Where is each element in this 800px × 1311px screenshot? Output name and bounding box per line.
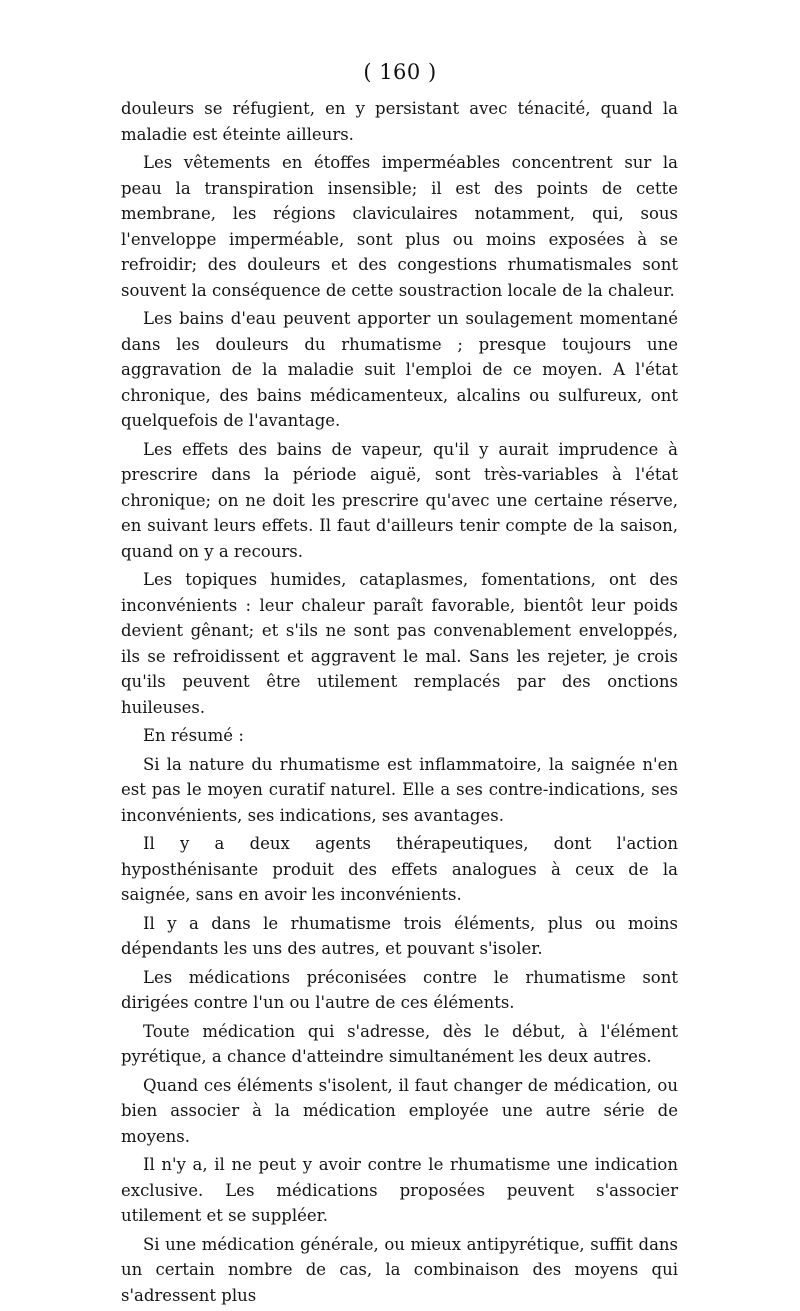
paragraph-9: Il y a dans le rhumatisme trois éléments, plus ou moins dépendants les uns des autres, et pouvant s'isoler. xyxy=(121,913,678,958)
paragraph-7: Si la nature du rhumatisme est inflammatoire, la saignée n'en est pas le moyen curatif naturel. Elle a ses contre-indications, ses inconvénients, ses indications, ses avantages. xyxy=(121,754,678,825)
summary-heading: En résumé : xyxy=(143,726,244,745)
paragraph-10: Les médications préconisées contre le rhumatisme sont dirigées contre l'un ou l'autre de ces éléments. xyxy=(121,967,678,1012)
paragraph-11: Toute médication qui s'adresse, dès le début, à l'élément pyrétique, a chance d'atteindre simultanément les deux autres. xyxy=(121,1021,678,1066)
paragraph-8: Il y a deux agents thérapeutiques, dont l'action hyposthénisante produit des effets analogues à ceux de la saignée, sans en avoir les inconvénients. xyxy=(121,834,678,904)
paragraph-14: Si une médication générale, ou mieux antipyrétique, suffit dans un certain nombre de cas, la combinaison des moyens qui s'adressent plus xyxy=(121,1234,678,1305)
paragraph-3: Les bains d'eau peuvent apporter un soulagement momentané dans les douleurs du rhumatisme ; presque toujours une aggravation de la maladie suit l'emploi de ce moyen. A l'état chronique, des bains médicamenteux, alcalins ou sulfureux, ont quelquefois de l'avantage. xyxy=(121,309,678,430)
page-number: ( 160 ) xyxy=(363,60,437,84)
paragraph-4: Les effets des bains de vapeur, qu'il y aurait imprudence à prescrire dans la période aiguë, sont très-variables à l'état chronique; on ne doit les prescrire qu'avec une certaine réserve, en suivant leurs effets. Il faut d'ailleurs tenir compte de la saison, quand on y a recours. xyxy=(121,439,678,561)
paragraph-12: Quand ces éléments s'isolent, il faut changer de médication, ou bien associer à la médication employée une autre série de moyens. xyxy=(121,1075,678,1146)
paragraph-13: Il n'y a, il ne peut y avoir contre le rhumatisme une indication exclusive. Les médications proposées peuvent s'associer utilement et se suppléer. xyxy=(121,1155,678,1225)
paragraph-5: Les topiques humides, cataplasmes, fomentations, ont des inconvénients : leur chaleur paraît favorable, bientôt leur poids devient gênant; et s'ils ne sont pas convenablement enveloppés, ils se refroidissent et aggravent le mal. Sans les rejeter, je crois qu'ils peuvent être utilement remplacés par des onctions huileuses. xyxy=(121,570,678,717)
body-text xyxy=(121,96,678,1311)
paragraph-1: douleurs se réfugient, en y persistant avec ténacité, quand la maladie est éteinte ailleurs. xyxy=(121,99,678,144)
paragraph-2: Les vêtements en étoffes imperméables concentrent sur la peau la transpiration insensible; il est des points de cette membrane, les régions claviculaires notamment, qui, sous l'enveloppe imperméable, sont plus ou moins exposées à se refroidir; des douleurs et des congestions rhumatismales sont souvent la conséquence de cette soustraction locale de la chaleur. xyxy=(121,153,678,300)
